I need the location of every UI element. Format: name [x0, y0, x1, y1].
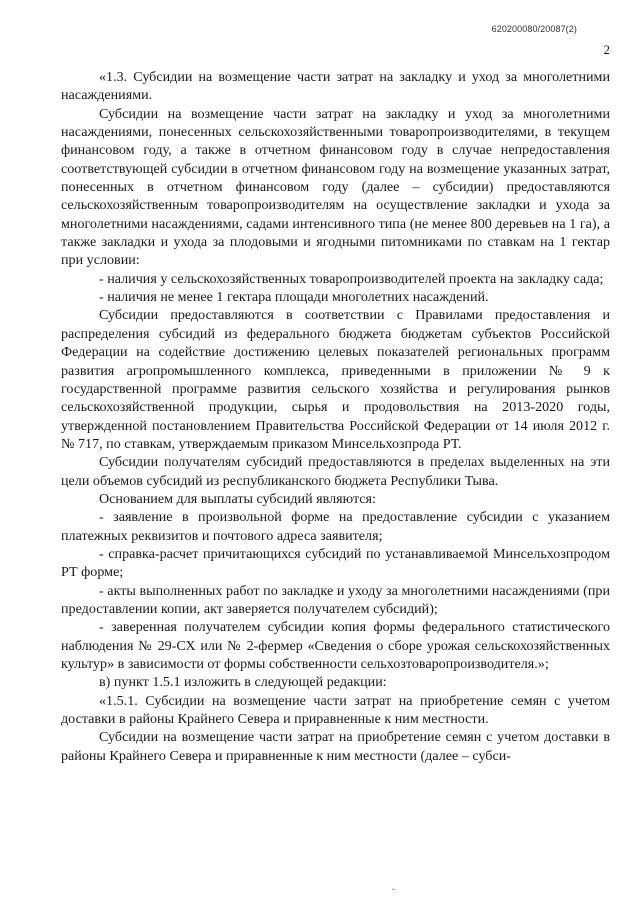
list-item: - наличия не менее 1 гектара площади многолетних насаждений. — [99, 289, 489, 306]
paragraph-section-heading: «1.3. Субсидии на возмещение части затрат на закладку и уход за многолетними насаждениями. — [61, 69, 610, 104]
paragraph: Субсидии на возмещение части затрат на закладку и уход за многолетними насаждениями, понесенных сельскохозяйственными товаропроизводителями, в текущем финансовом году, а также в отчетном финансовом году в случае непредоставления соответствующей субсидии в отчетном финансовом году на возмещение указанных затрат, понесенных в отчетном финансовом году (далее – субсидии) предоставляются сельскохозяйственным товаропроизводителям на осуществление закладки и ухода за многолетними насаждениями, садами интенсивного типа (не менее 800 деревьев на 1 га), а также закладки и ухода за плодовыми и ягодными питомниками по ставкам на 1 гектар при условии: — [61, 105, 610, 269]
paragraph: Основанием для выплаты субсидий являются: — [99, 490, 376, 507]
paragraph: в) пункт 1.5.1 изложить в следующей редакции: — [99, 674, 387, 691]
list-item: - заявление в произвольной форме на предоставление субсидии с указанием платежных реквизитов и почтового адреса заявителя; — [61, 509, 610, 544]
paragraph: Субсидии предоставляются в соответствии с Правилами предоставления и распределения субсидий из федерального бюджета бюджетам субъектов Российской Федерации на содействие достижению целевых показателей региональных программ развития агропромышленного комплекса, приведенными в приложении № 9 к государственной программе развития сельского хозяйства и регулирования рынков сельскохозяйственной продукции, сырья и продовольствия на 2013-2020 годы, утвержденной постановлением Правительства Российской Федерации от 14 июля 2012 г. № 717, по ставкам, утверждаемым приказом Минсельхозпрода РТ. — [61, 307, 610, 452]
paragraph-section-heading: «1.5.1. Субсидии на возмещение части затрат на приобретение семян с учетом доставки в районы Крайнего Севера и приравненные к ним местности. — [61, 692, 610, 728]
list-item: - справка-расчет причитающихся субсидий по устанавливаемой Минсельхозпродом РТ форме; — [61, 545, 610, 581]
footer-mark: ˇ — [392, 887, 395, 897]
list-item: - наличия у сельскохозяйственных товаропроизводителей проекта на закладку сада; — [99, 270, 604, 287]
document-id: 620200080/20087(2) — [491, 24, 577, 34]
paragraph: Субсидии получателям субсидий предоставляются в пределах выделенных на эти цели объемов субсидий из республиканского бюджета Республики Тыва. — [61, 454, 610, 489]
list-item: - акты выполненных работ по закладке и уходу за многолетними насаждениями (при предоставлении копии, акт заверяется получателем субсидий); — [61, 582, 610, 617]
document-body — [61, 68, 610, 765]
paragraph: Субсидии на возмещение части затрат на приобретение семян с учетом доставки в районы Крайнего Севера и приравненные к ним местности (далее – субси- — [61, 729, 610, 764]
page-number: 2 — [603, 42, 610, 57]
list-item: - заверенная получателем субсидии копия формы федерального статистического наблюдения № 29-СХ или № 2-фермер «Сведения о сборе урожая сельскохозяйственных культур» в зависимости от формы собственности сельхозтоваропроизводителя.»; — [61, 619, 610, 672]
